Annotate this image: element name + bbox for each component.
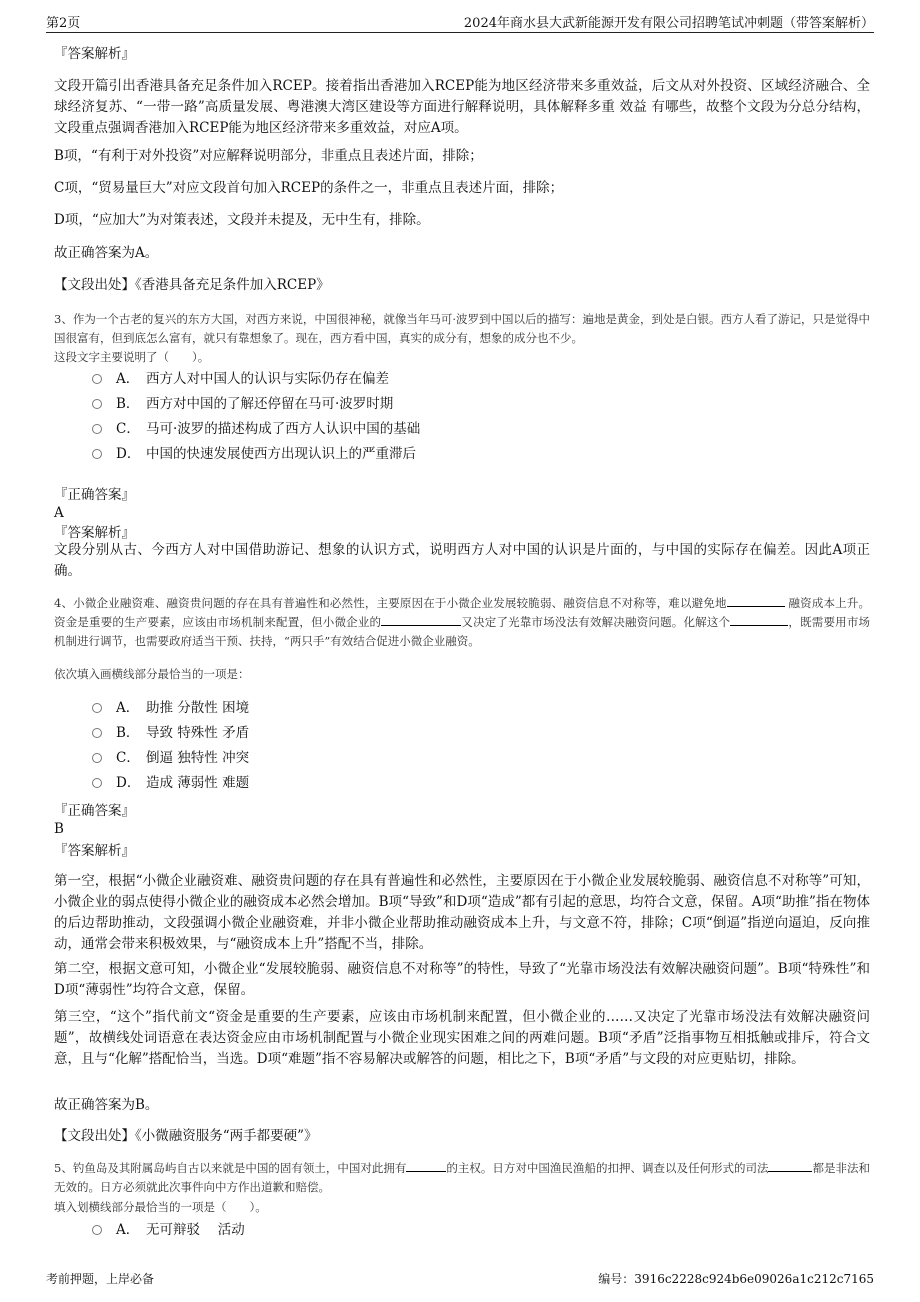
q3-stem: 3、作为一个古老的复兴的东方大国，对西方来说，中国很神秘，就像当年马可·波罗到中国以后的描写：遍地是黄金，到处是白银。西方人看了游记，只是觉得中国很富有，但到底怎么富有，就只有靠想象了。现在，西方看中国，真实的成分有，想象的成分也不少。 (54, 312, 870, 345)
q2-analysis-label: 『答案解析』 (54, 46, 135, 62)
radio-icon[interactable] (92, 778, 102, 788)
q4-conclusion: 故正确答案为B。 (54, 1097, 159, 1113)
q4-stem: 4、小微企业融资难、融资贵问题的存在具有普遍性和必然性，主要原因在于小微企业发展较脆弱、融资信息不对称等，难以避免地 融资成本上升。资金是重要的生产要素，应该由市场机制来配置，但小微企业的 又决定了光靠市场没法有效解决融资问题。化解这个 ，既需要用市场机制进行调节，也需要政府适当干预、扶持，“两只手”有效结合促进小微企业融资。 (54, 596, 871, 648)
q4-answer-label: 『正确答案』 (54, 803, 135, 819)
q3-option-c[interactable]: C． 马可·波罗的描述构成了西方人认识中国的基础 (92, 419, 420, 439)
q4-analysis-para2: 第二空，根据文意可知，小微企业“发展较脆弱、融资信息不对称等”的特性，导致了“光靠市场没法有效解决融资问题”。B项“特殊性”和D项“薄弱性”均符合文意，保留。 (54, 961, 870, 998)
blank-2 (381, 625, 461, 626)
q4-analysis-label: 『答案解析』 (54, 843, 135, 859)
radio-icon[interactable] (92, 728, 102, 738)
q2-source: 【文段出处】《香港具备充足条件加入RCEP》 (54, 277, 330, 293)
q3-analysis: 文段分别从古、今西方人对中国借助游记、想象的认识方式，说明西方人对中国的认识是片面的，与中国的实际存在偏差。因此A项正确。 (54, 542, 870, 579)
q4-analysis-para3: 第三空，“这个”指代前文“资金是重要的生产要素，应该由市场机制来配置，但小微企业的……又决定了光靠市场没法有效解决融资问题”，故横线处词语意在表达资金应由市场机制配置与小微企业现实困难之间的两难问题。B项“矛盾”泛指事物互相抵触或排斥，符合文意，且与“化解”搭配恰当，当选。D项“难题”指不容易解决或解答的问题，相比之下，B项“矛盾”与文段的对应更贴切，排除。 (54, 1009, 870, 1067)
blank-1 (406, 1171, 446, 1172)
q3-option-b[interactable]: B． 西方对中国的了解还停留在马可·波罗时期 (92, 394, 393, 414)
q3-answer: A (54, 505, 64, 521)
q2-analysis-c: C项，“贸易量巨大”对应文段首句加入RCEP的条件之一，非重点且表述片面，排除； (54, 180, 564, 196)
blank-1 (727, 606, 785, 607)
footer-slogan: 考前押题，上岸必备 (46, 1272, 155, 1286)
page-number: 第2页 (46, 16, 81, 31)
q3-option-a[interactable]: A． 西方人对中国人的认识与实际仍存在偏差 (92, 369, 389, 389)
q5-option-a[interactable]: A． 无可辩驳 活动 (92, 1220, 245, 1240)
radio-icon[interactable] (92, 1225, 102, 1235)
q4-option-d[interactable]: D． 造成 薄弱性 难题 (92, 773, 249, 793)
q3-analysis-label: 『答案解析』 (54, 525, 135, 541)
blank-2 (768, 1171, 812, 1172)
page-header (46, 10, 874, 33)
q4-option-c[interactable]: C． 倒逼 独特性 冲突 (92, 748, 249, 768)
q5-prompt: 填入划横线部分最恰当的一项是（ ）。 (54, 1200, 267, 1214)
q3-answer-label: 『正确答案』 (54, 487, 135, 503)
radio-icon[interactable] (92, 399, 102, 409)
q4-answer: B (54, 821, 64, 837)
q4-analysis-para1: 第一空，根据“小微企业融资难、融资贵问题的存在具有普遍性和必然性，主要原因在于小微企业发展较脆弱、融资信息不对称等”可知，小微企业的弱点使得小微企业的融资成本必然会增加。B项“导致”和D项“造成”都有引起的意思，均符合文意，保留。A项“助推”指在物体的后边帮助推动，文段强调小微企业融资难，并非小微企业帮助推动融资成本上升，与文意不符，排除；C项“倒逼”指逆向逼迫，反向推动，通常会带来积极效果，与“融资成本上升”搭配不当，排除。 (54, 873, 870, 952)
q3-prompt: 这段文字主要说明了（ ）。 (54, 350, 210, 364)
radio-icon[interactable] (92, 703, 102, 713)
radio-icon[interactable] (92, 449, 102, 459)
q5-stem: 5、钓鱼岛及其附属岛屿自古以来就是中国的固有领土，中国对此拥有 的主权。日方对中国渔民渔船的扣押、调查以及任何形式的司法 都是非法和无效的。日方必须就此次事件向中方作出道歉和赔偿。 (54, 1161, 870, 1194)
q4-option-a[interactable]: A． 助推 分散性 困境 (92, 698, 249, 718)
q2-conclusion: 故正确答案为A。 (54, 245, 159, 261)
radio-icon[interactable] (92, 374, 102, 384)
document-code: 编号：3916c2228c924b6e09026a1c212c7165 (598, 1272, 874, 1286)
q2-analysis-d: D项，“应加大”为对策表述，文段并未提及，无中生有，排除。 (54, 212, 430, 228)
q2-analysis-para1: 文段开篇引出香港具备充足条件加入RCEP。接着指出香港加入RCEP能为地区经济带来多重效益，后文从对外投资、区域经济融合、全球经济复苏、“一带一路”高质量发展、粤港澳大湾区建设等方面进行解释说明，具体解释多重 效益 有哪些，故整个文段为分总分结构，文段重点强调香港加入RCEP能为地区经济带来多重效益，对应A项。 (54, 78, 870, 136)
radio-icon[interactable] (92, 753, 102, 763)
q4-prompt: 依次填入画横线部分最恰当的一项是： (54, 667, 250, 681)
document-title: 2024年商水县大武新能源开发有限公司招聘笔试冲刺题（带答案解析） (463, 16, 874, 31)
q4-option-b[interactable]: B． 导致 特殊性 矛盾 (92, 723, 249, 743)
q4-source: 【文段出处】《小微融资服务“两手都要硬”》 (54, 1128, 318, 1144)
q3-option-d[interactable]: D． 中国的快速发展使西方出现认识上的严重滞后 (92, 444, 416, 464)
radio-icon[interactable] (92, 424, 102, 434)
blank-3 (730, 625, 788, 626)
q2-analysis-b: B项，“有利于对外投资”对应解释说明部分，非重点且表述片面，排除； (54, 148, 483, 164)
